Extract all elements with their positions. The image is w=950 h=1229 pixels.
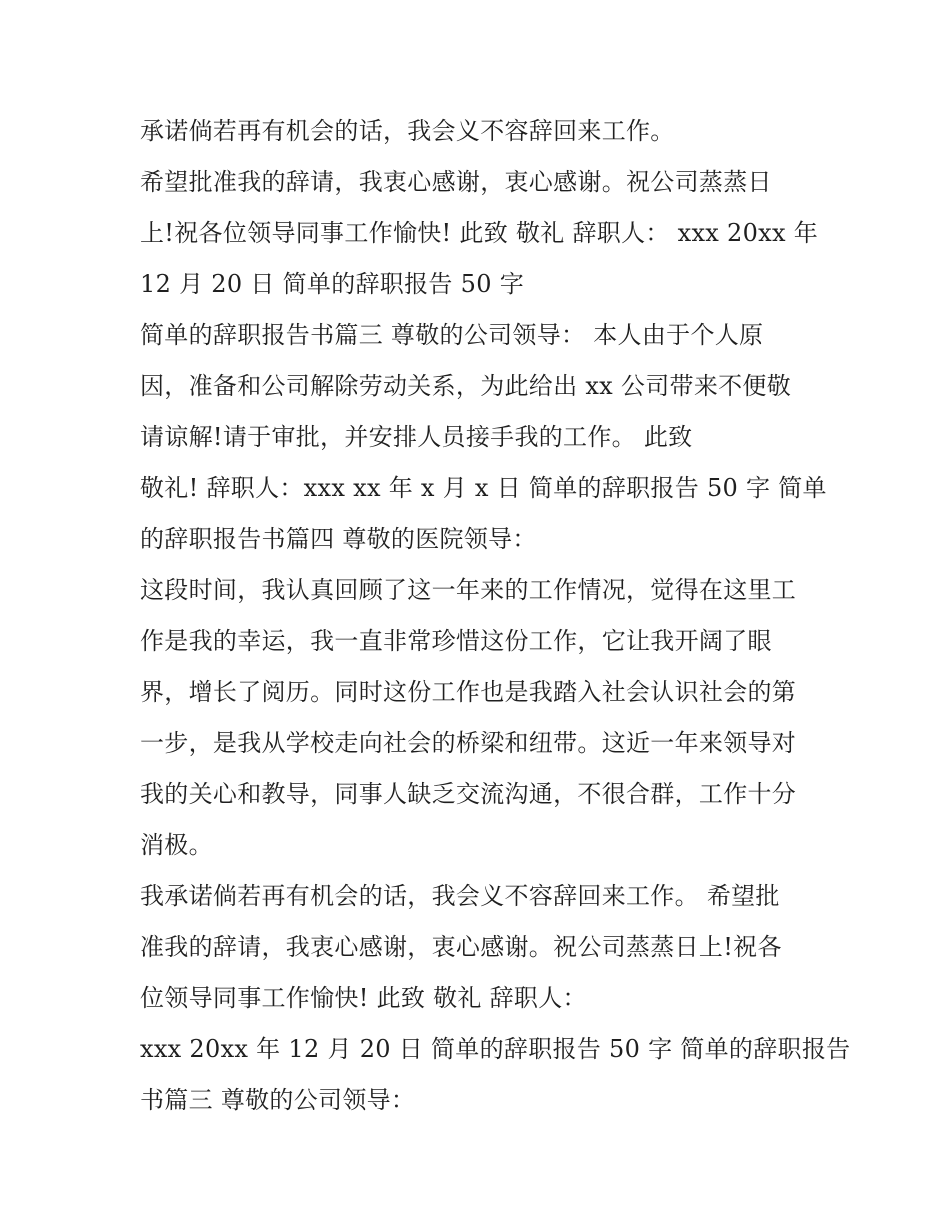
text-line: 一步，是我从学校走向社会的桥梁和纽带。这近一年来领导对: [140, 729, 797, 757]
text-line: 承诺倘若再有机会的话，我会义不容辞回来工作。: [140, 117, 675, 145]
text-line: 12 月 20 日 简单的辞职报告 50 字: [140, 270, 524, 298]
text-line: 上!祝各位领导同事工作愉快! 此致 敬礼 辞职人： xxx 20xx 年: [140, 219, 819, 247]
text-line: 请谅解!请于审批，并安排人员接手我的工作。 此致: [140, 423, 693, 451]
text-line: 我承诺倘若再有机会的话，我会义不容辞回来工作。 希望批: [140, 882, 780, 910]
text-line: 因，准备和公司解除劳动关系，为此给出 xx 公司带来不便敬: [140, 372, 792, 400]
text-line: 界，增长了阅历。同时这份工作也是我踏入社会认识社会的第: [140, 678, 797, 706]
text-line: 这段时间，我认真回顾了这一年来的工作情况，觉得在这里工: [140, 576, 797, 604]
text-line: 的辞职报告书篇四 尊敬的医院领导：: [140, 525, 537, 553]
text-line: 书篇三 尊敬的公司领导：: [140, 1086, 416, 1114]
text-line: 位领导同事工作愉快! 此致 敬礼 辞职人：: [140, 984, 587, 1012]
text-line: 敬礼! 辞职人：xxx xx 年 x 月 x 日 简单的辞职报告 50 字 简单: [140, 474, 827, 502]
text-line: 希望批准我的辞请，我衷心感谢，衷心感谢。祝公司蒸蒸日: [140, 168, 772, 196]
text-line: xxx 20xx 年 12 月 20 日 简单的辞职报告 50 字 简单的辞职报告: [140, 1035, 851, 1063]
text-line: 作是我的幸运，我一直非常珍惜这份工作，它让我开阔了眼: [140, 627, 772, 655]
document-body: [140, 106, 851, 1126]
text-line: 简单的辞职报告书篇三 尊敬的公司领导： 本人由于个人原: [140, 321, 764, 349]
text-line: 消极。: [140, 831, 213, 859]
text-line: 我的关心和教导，同事人缺乏交流沟通，不很合群，工作十分: [140, 780, 797, 808]
text-line: 准我的辞请，我衷心感谢，衷心感谢。祝公司蒸蒸日上!祝各: [140, 933, 782, 961]
